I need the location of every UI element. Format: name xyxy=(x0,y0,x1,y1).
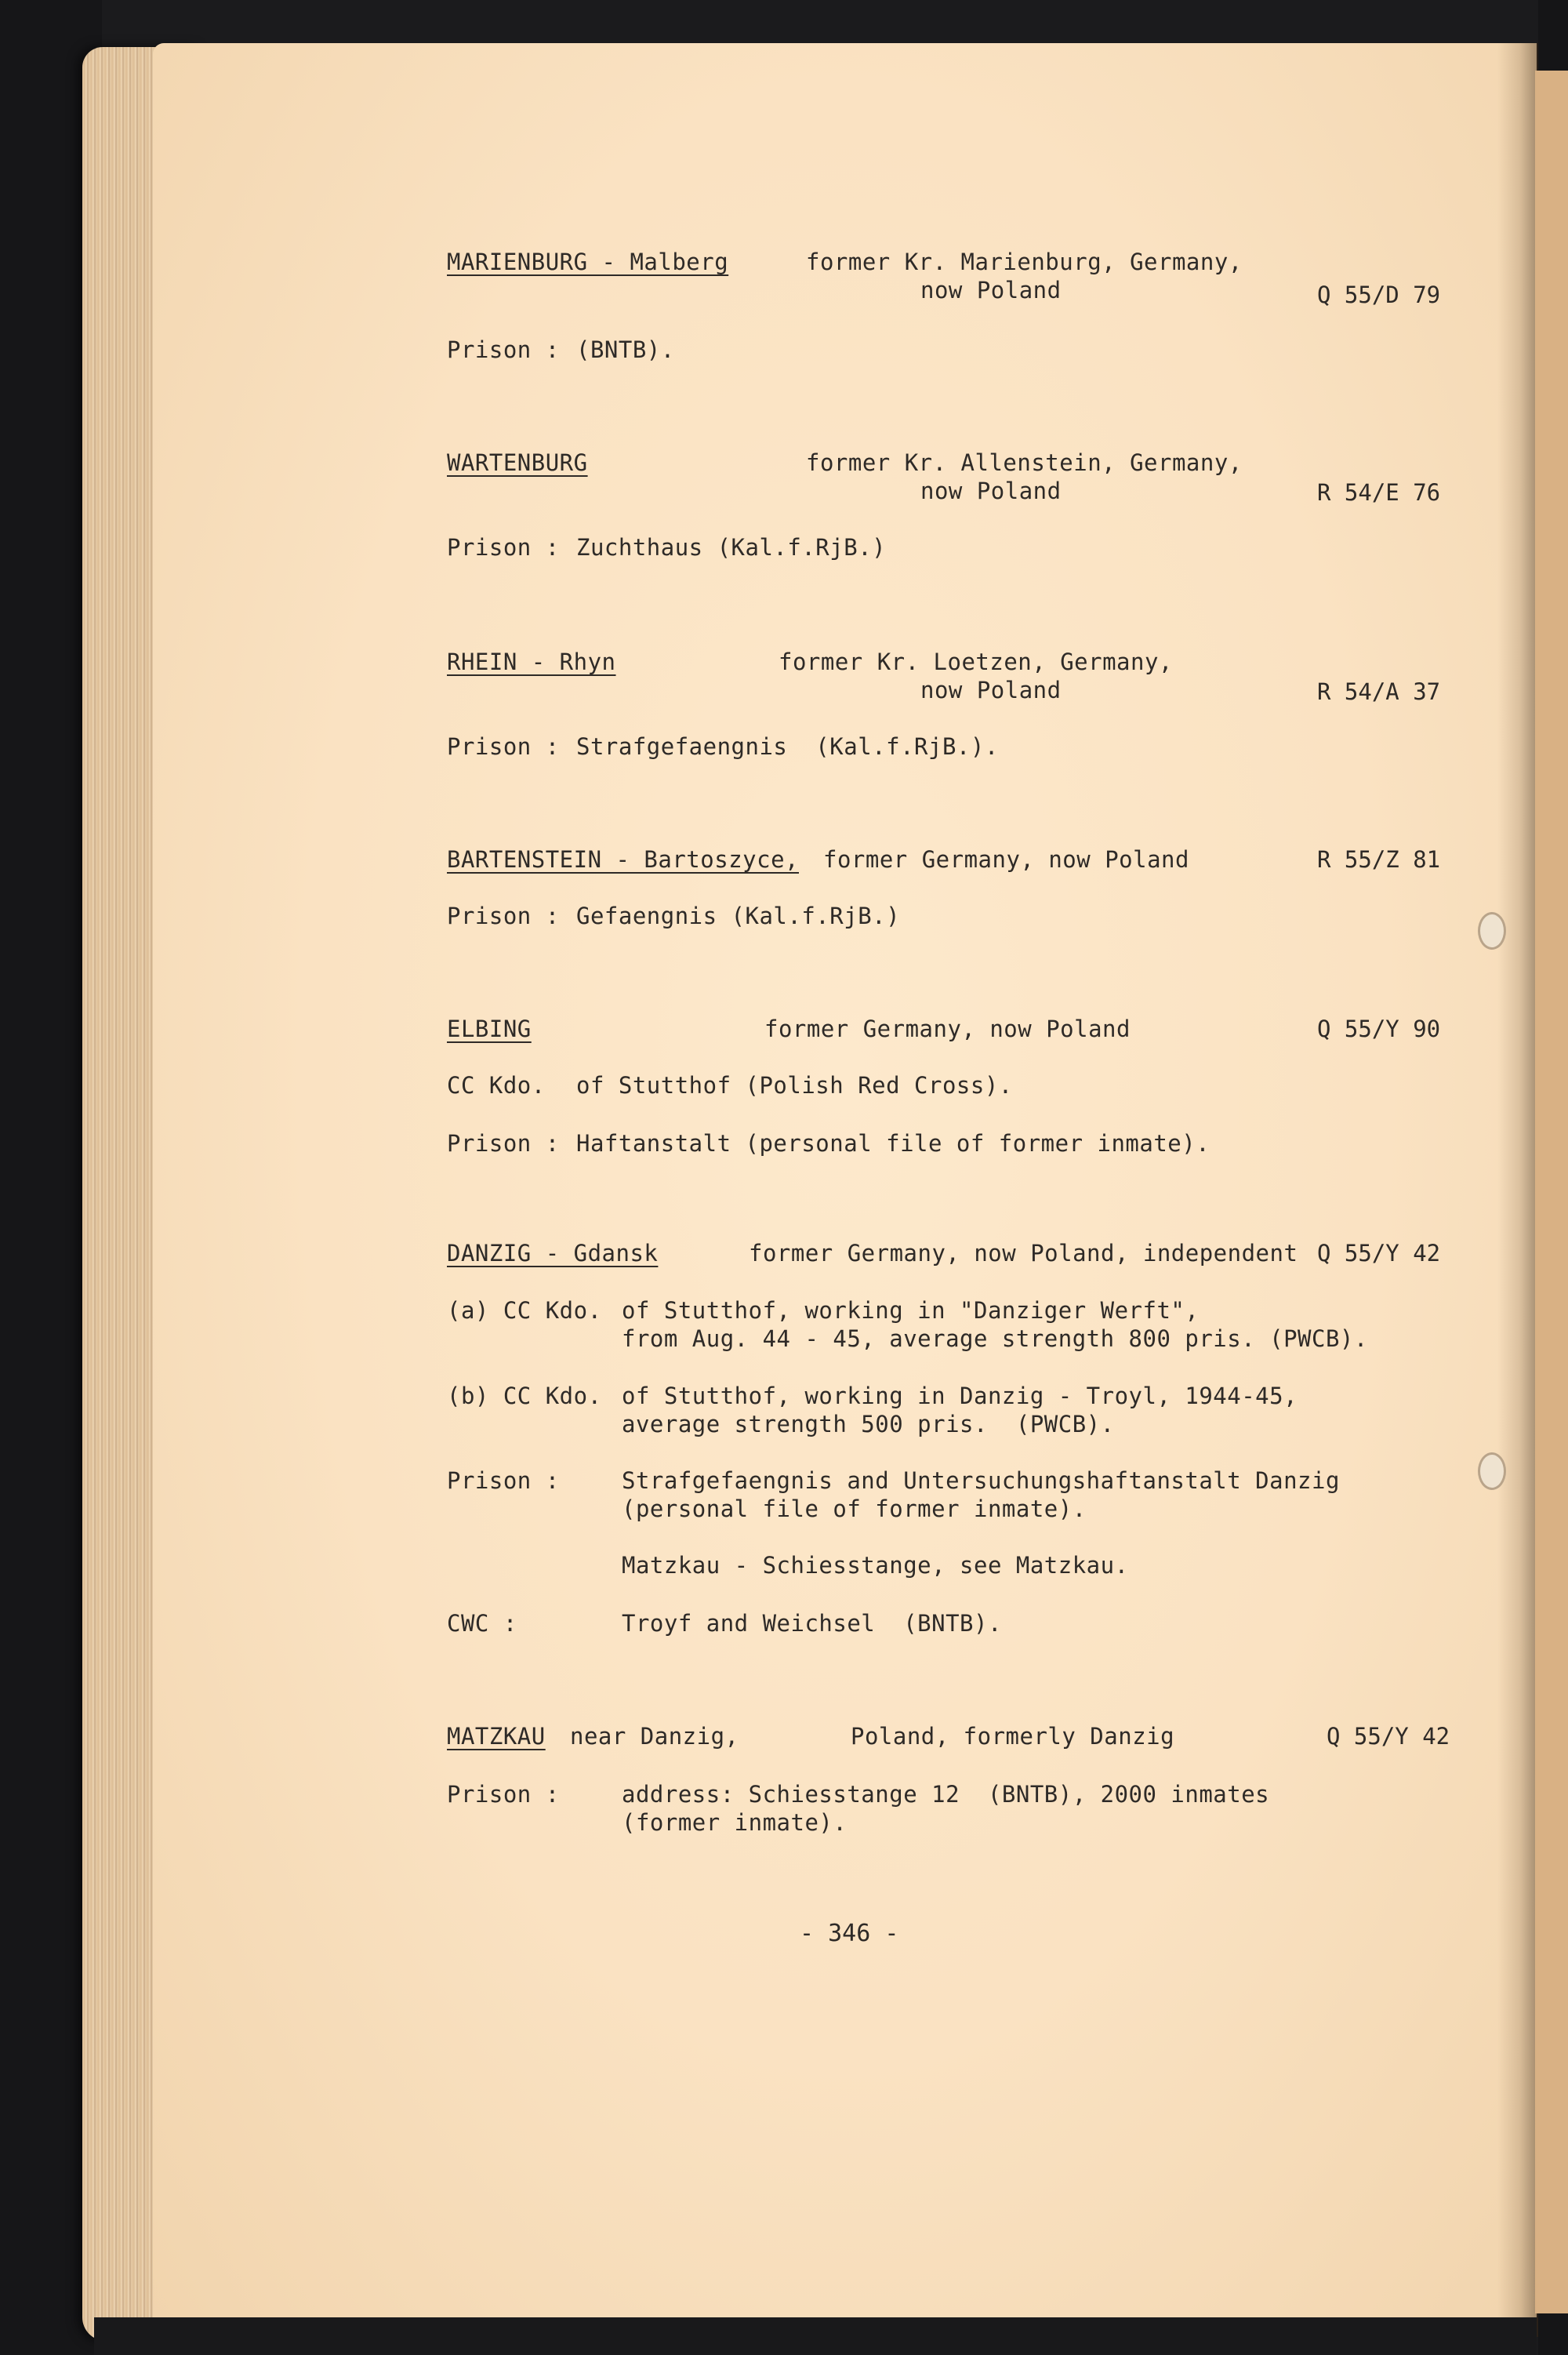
detail-text: Strafgefaengnis and Untersuchungshaftanstalt Danzig xyxy=(622,1467,1340,1494)
entry-location: now Poland xyxy=(920,277,1062,303)
entry-location: former Kr. Allenstein, Germany, xyxy=(806,449,1243,476)
entry-reference: Q 55/D 79 xyxy=(1317,282,1441,308)
entry-reference: R 55/Z 81 xyxy=(1317,846,1441,873)
detail-label: Prison : xyxy=(447,1467,560,1494)
entry-place: RHEIN - Rhyn xyxy=(447,649,616,675)
detail-text: Zuchthaus (Kal.f.RjB.) xyxy=(576,534,887,561)
punch-hole xyxy=(1478,1452,1506,1490)
entry-location: now Poland xyxy=(920,677,1062,703)
detail-label: (b) CC Kdo. xyxy=(447,1383,602,1409)
detail-text: Strafgefaengnis (Kal.f.RjB.). xyxy=(576,733,999,760)
page-number: - 346 - xyxy=(800,1920,899,1947)
detail-text: of Stutthof (Polish Red Cross). xyxy=(576,1072,1013,1099)
punch-hole xyxy=(1478,912,1506,950)
detail-text: average strength 500 pris. (PWCB). xyxy=(622,1411,1115,1437)
detail-label: Prison : xyxy=(447,903,560,929)
detail-text: Gefaengnis (Kal.f.RjB.) xyxy=(576,903,901,929)
detail-label: Prison : xyxy=(447,336,560,363)
entry-location: near Danzig, xyxy=(570,1723,739,1750)
entry-location: former Kr. Marienburg, Germany, xyxy=(806,249,1243,275)
page xyxy=(153,43,1537,2337)
entry-place: WARTENBURG xyxy=(447,449,588,476)
entry-location: former Germany, now Poland, independent xyxy=(749,1240,1298,1267)
detail-text: (personal file of former inmate). xyxy=(622,1495,1087,1522)
entry-place: BARTENSTEIN - Bartoszyce, xyxy=(447,846,799,873)
detail-label: (a) CC Kdo. xyxy=(447,1297,602,1324)
detail-label: Prison : xyxy=(447,1130,560,1157)
detail-label: Prison : xyxy=(447,733,560,760)
entry-reference: R 54/E 76 xyxy=(1317,479,1441,506)
detail-text: (former inmate). xyxy=(622,1809,848,1836)
entry-place: ELBING xyxy=(447,1016,532,1042)
detail-label: Prison : xyxy=(447,1781,560,1808)
entry-location: former Kr. Loetzen, Germany, xyxy=(779,649,1173,675)
entry-reference: Q 55/Y 42 xyxy=(1327,1723,1450,1750)
entry-reference: Q 55/Y 42 xyxy=(1317,1240,1441,1267)
detail-text: of Stutthof, working in Danzig - Troyl, 1944-45, xyxy=(622,1383,1298,1409)
entry-location: former Germany, now Poland xyxy=(764,1016,1131,1042)
detail-text: Matzkau - Schiesstange, see Matzkau. xyxy=(622,1552,1129,1579)
detail-label: CC Kdo. xyxy=(447,1072,546,1099)
entry-reference: Q 55/Y 90 xyxy=(1317,1016,1441,1042)
entry-location: now Poland xyxy=(920,478,1062,504)
bottom-shadow xyxy=(94,2317,1537,2355)
detail-text: from Aug. 44 - 45, average strength 800 pris. (PWCB). xyxy=(622,1325,1368,1352)
detail-text: Troyf and Weichsel (BNTB). xyxy=(622,1610,1002,1637)
entry-place: MARIENBURG - Malberg xyxy=(447,249,729,275)
entry-location: Poland, formerly Danzig xyxy=(851,1723,1175,1750)
facing-page-edge xyxy=(1535,71,1568,2313)
detail-label: Prison : xyxy=(447,534,560,561)
detail-text: of Stutthof, working in "Danziger Werft", xyxy=(622,1297,1200,1324)
entry-reference: R 54/A 37 xyxy=(1317,678,1441,705)
detail-label: CWC : xyxy=(447,1610,517,1637)
entry-place: DANZIG - Gdansk xyxy=(447,1240,659,1267)
entry-place: MATZKAU xyxy=(447,1723,546,1750)
detail-text: Haftanstalt (personal file of former inmate). xyxy=(576,1130,1210,1157)
entry-location: former Germany, now Poland xyxy=(823,846,1189,873)
detail-text: (BNTB). xyxy=(576,336,675,363)
book-gutter xyxy=(1497,43,1538,2337)
detail-text: address: Schiesstange 12 (BNTB), 2000 inmates xyxy=(622,1781,1270,1808)
